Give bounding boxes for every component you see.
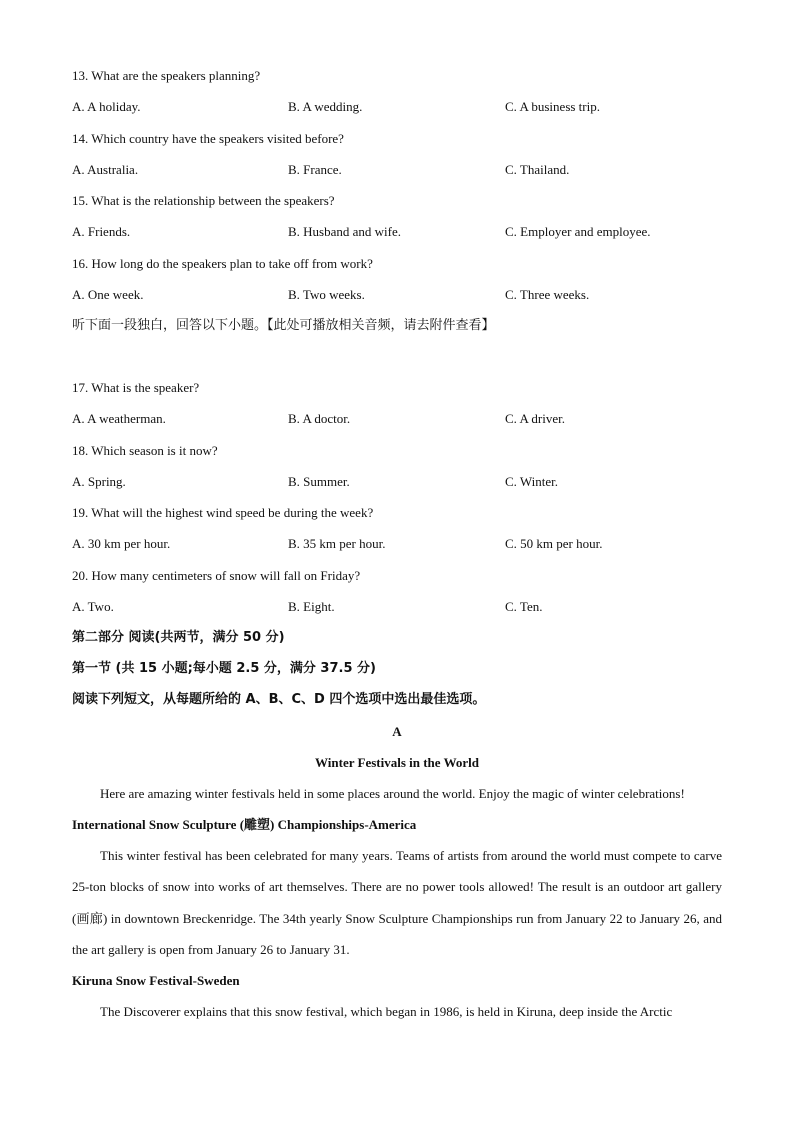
question-19: 19. What will the highest wind speed be during the week? bbox=[72, 505, 374, 520]
option-13-a: A. A holiday. bbox=[72, 99, 141, 114]
option-15-a: A. Friends. bbox=[72, 224, 131, 239]
option-14-b: B. France. bbox=[288, 162, 342, 177]
reading-instruction: 阅读下列短文，从每题所给的 A、B、C、D 四个选项中选出最佳选项。 bbox=[72, 692, 486, 707]
festival1-heading: International Snow Sculpture (雕塑) Championships-America bbox=[72, 817, 417, 832]
part2-title: 第二部分 阅读(共两节，满分 50 分) bbox=[72, 630, 285, 645]
option-15-b: B. Husband and wife. bbox=[288, 224, 402, 239]
option-19-b: B. 35 km per hour. bbox=[288, 536, 386, 551]
question-15: 15. What is the relationship between the speakers? bbox=[72, 193, 335, 208]
festival1-text: This winter festival has been celebrated for many years. Teams of artists from around the world must compete to carve 25-ton blocks of snow into works of art themselves. There are no power tools allowed! The result is an outdoor art gallery (画廊) in downtown Breckenridge. The 34th yearly Snow Sculpture Championships run from January 22 to January 26, and the art gallery is open from January 26 to January 31. bbox=[72, 848, 722, 957]
passage-intro bbox=[72, 778, 722, 809]
option-14-c: C. Thailand. bbox=[505, 162, 570, 177]
festival2-text: The Discoverer explains that this snow festival, which began in 1986, is held in Kiruna, deep inside the Arctic bbox=[100, 1004, 673, 1019]
option-20-c: C. Ten. bbox=[505, 599, 543, 614]
option-18-b: B. Summer. bbox=[288, 474, 350, 489]
option-20-b: B. Eight. bbox=[288, 599, 335, 614]
option-18-c: C. Winter. bbox=[505, 474, 559, 489]
question-17: 17. What is the speaker? bbox=[72, 380, 200, 395]
section1-title: 第一节 (共 15 小题;每小题 2.5 分，满分 37.5 分) bbox=[72, 661, 376, 676]
question-14: 14. Which country have the speakers visited before? bbox=[72, 131, 344, 146]
option-13-b: B. A wedding. bbox=[288, 99, 363, 114]
option-13-c: C. A business trip. bbox=[505, 99, 600, 114]
question-20: 20. How many centimeters of snow will fall on Friday? bbox=[72, 568, 361, 583]
option-17-a: A. A weatherman. bbox=[72, 411, 166, 426]
option-19-c: C. 50 km per hour. bbox=[505, 536, 603, 551]
passage-letter: A bbox=[392, 724, 402, 739]
option-17-b: B. A doctor. bbox=[288, 411, 351, 426]
option-16-a: A. One week. bbox=[72, 287, 144, 302]
question-13: 13. What are the speakers planning? bbox=[72, 68, 261, 83]
festival1-paragraph bbox=[72, 840, 722, 965]
option-16-b: B. Two weeks. bbox=[288, 287, 365, 302]
option-14-a: A. Australia. bbox=[72, 162, 139, 177]
option-19-a: A. 30 km per hour. bbox=[72, 536, 171, 551]
monologue-instruction: 听下面一段独白，回答以下小题。【此处可播放相关音频，请去附件查看】 bbox=[72, 318, 495, 333]
question-18: 18. Which season is it now? bbox=[72, 443, 218, 458]
passage-title: Winter Festivals in the World bbox=[315, 755, 479, 770]
question-16: 16. How long do the speakers plan to take off from work? bbox=[72, 256, 373, 271]
option-18-a: A. Spring. bbox=[72, 474, 126, 489]
festival2-paragraph bbox=[72, 996, 722, 1027]
festival2-heading: Kiruna Snow Festival-Sweden bbox=[72, 973, 240, 988]
option-16-c: C. Three weeks. bbox=[505, 287, 590, 302]
option-15-c: C. Employer and employee. bbox=[505, 224, 651, 239]
passage-intro-text: Here are amazing winter festivals held in some places around the world. Enjoy the magic of winter celebrations! bbox=[100, 786, 685, 801]
option-17-c: C. A driver. bbox=[505, 411, 565, 426]
option-20-a: A. Two. bbox=[72, 599, 114, 614]
